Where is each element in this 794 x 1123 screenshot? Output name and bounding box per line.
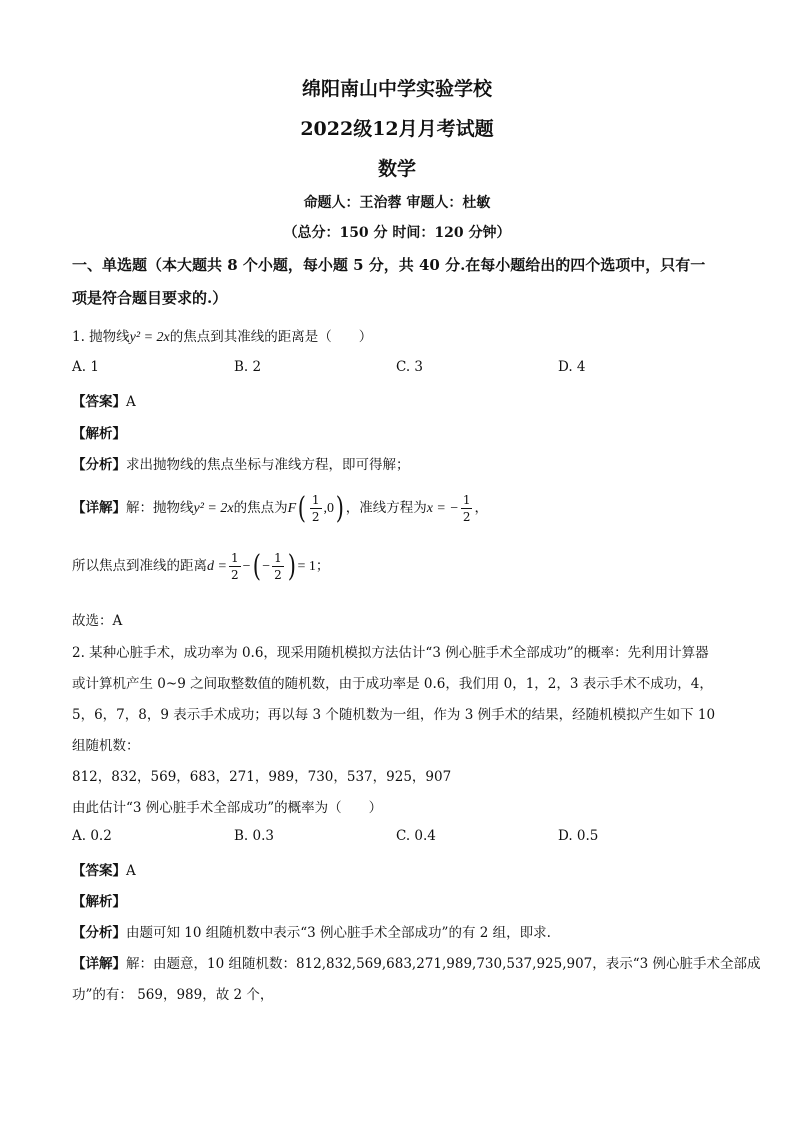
q2-option-a: A. 0.2 (72, 828, 112, 844)
q2-random-numbers: 812，832，569，683，271，989，730，537，925，907 (72, 769, 452, 785)
q1-suffix: 的焦点到其准线的距离是（ ） (169, 329, 373, 345)
section-heading-line2: 项是符合题目要求的.） (72, 289, 228, 307)
q1-prefix: 1. 抛物线 (72, 329, 130, 345)
q2-stem-line2: 或计算机产生 0~9 之间取整数值的随机数，由于成功率是 0.6，我们用 0，1，2，3 表示手术不成功，4， (72, 676, 713, 692)
q2-question: 由此估计“3 例心脏手术全部成功”的概率为（ ） (72, 800, 383, 816)
q1-distance-end: ； (315, 558, 330, 574)
q2-stem-line1: 2. 某种心脏手术，成功率为 0.6，现采用随机模拟方法估计“3 例心脏手术全部成功”的概率：先利用计算器 (72, 645, 709, 661)
q2-answer (72, 859, 136, 879)
q1-option-d: D. 4 (558, 359, 586, 375)
q1-option-a: A. 1 (72, 359, 99, 375)
q1-detail-equation: y² = 2x (193, 501, 234, 516)
q1-answer-value: A (126, 394, 136, 410)
q2-fenxi-text: 由题可知 10 组随机数中表示“3 例心脏手术全部成功”的有 2 组，即求. (126, 925, 551, 941)
q1-focus-fraction: $\frac{1}{2}$ (311, 493, 320, 524)
q1-fenxi-text: 求出抛物线的焦点坐标与准线方程，即可得解； (126, 457, 410, 473)
q1-answer-label: 【答案】 (72, 394, 126, 410)
q1-detail: 【详解】解：抛物线y² = 2x的焦点为F( $\frac{1}{2}$ ,0) ，准线方程为x = − $\frac{1}{2}$ ， (72, 490, 488, 526)
q1-answer (72, 390, 136, 410)
q2-option-d: D. 0.5 (558, 828, 599, 844)
q1-option-c: C. 3 (396, 359, 424, 375)
section-heading-line1: 一、单选题（本大题共 8 个小题，每小题 5 分，共 40 分.在每小题给出的四个选项中，只有一 (72, 256, 706, 274)
q1-focus-tail: ,0 (323, 501, 334, 516)
q1-directrix-fraction: $\frac{1}{2}$ (462, 493, 471, 524)
q1-distance-fraction-1: $\frac{1}{2}$ (230, 551, 239, 582)
q1-detail-label: 【详解】 (72, 500, 126, 516)
q1-fenxi (72, 453, 410, 473)
score-time-line: （总分：150 分 时间：120 分钟） (283, 225, 511, 241)
q2-analysis-label: 【解析】 (72, 894, 126, 910)
q1-distance-minus: − (242, 559, 251, 574)
school-title: 绵阳南山中学实验学校 (301, 78, 492, 100)
q2-answer-value: A (126, 863, 136, 879)
q2-detail-line2: 功”的有： 569，989，故 2 个， (72, 987, 274, 1003)
q1-stem (72, 325, 372, 346)
q1-focus-letter: F (287, 501, 297, 516)
q1-distance-text: 所以焦点到准线的距离 (72, 558, 207, 574)
q2-option-b: B. 0.3 (234, 828, 274, 844)
q2-detail-label: 【详解】 (72, 956, 126, 972)
q2-stem-line3: 5，6，7，8，9 表示手术成功；再以每 3 个随机数为一组，作为 3 例手术的结果，经随机模拟产生如下 10 (72, 707, 716, 723)
q2-option-c: C. 0.4 (396, 828, 436, 844)
q2-stem-line4: 组随机数： (72, 738, 140, 754)
q1-option-b: B. 2 (234, 359, 262, 375)
q2-detail-line1 (72, 952, 761, 972)
q2-detail-text: 解：由题意，10 组随机数：812,832,569,683,271,989,730,537,925,907，表示“3 例心脏手术全部成 (126, 956, 761, 972)
q1-distance-rhs: = 1 (297, 559, 316, 574)
q2-answer-label: 【答案】 (72, 863, 126, 879)
q1-distance-inner-minus: − (262, 559, 271, 574)
q1-conclusion: 故选：A (72, 613, 123, 629)
q1-distance: 所以焦点到准线的距离d = $\frac{1}{2}$ −( − $\frac{1}{2}$ ) = 1； (72, 548, 330, 584)
q1-equation: y² = 2x (129, 330, 170, 345)
q1-detail-b: 的焦点为 (233, 500, 288, 516)
exam-title: 2022级12月月考试题 (300, 118, 494, 140)
q1-detail-c: ，准线方程为 (345, 500, 427, 516)
q1-analysis-label: 【解析】 (72, 426, 126, 442)
q2-fenxi-label: 【分析】 (72, 925, 126, 941)
q2-fenxi (72, 921, 551, 941)
q1-distance-lhs: d = (207, 559, 227, 574)
authors-line: 命题人：王治蓉 审题人：杜敏 (303, 195, 491, 211)
subject-title: 数学 (377, 158, 416, 180)
q1-detail-d: ， (474, 500, 488, 516)
q1-distance-fraction-2: $\frac{1}{2}$ (274, 551, 282, 582)
q1-fenxi-label: 【分析】 (72, 457, 126, 473)
q1-directrix-lhs: x = − (426, 501, 459, 516)
q1-detail-a: 解：抛物线 (126, 500, 194, 516)
